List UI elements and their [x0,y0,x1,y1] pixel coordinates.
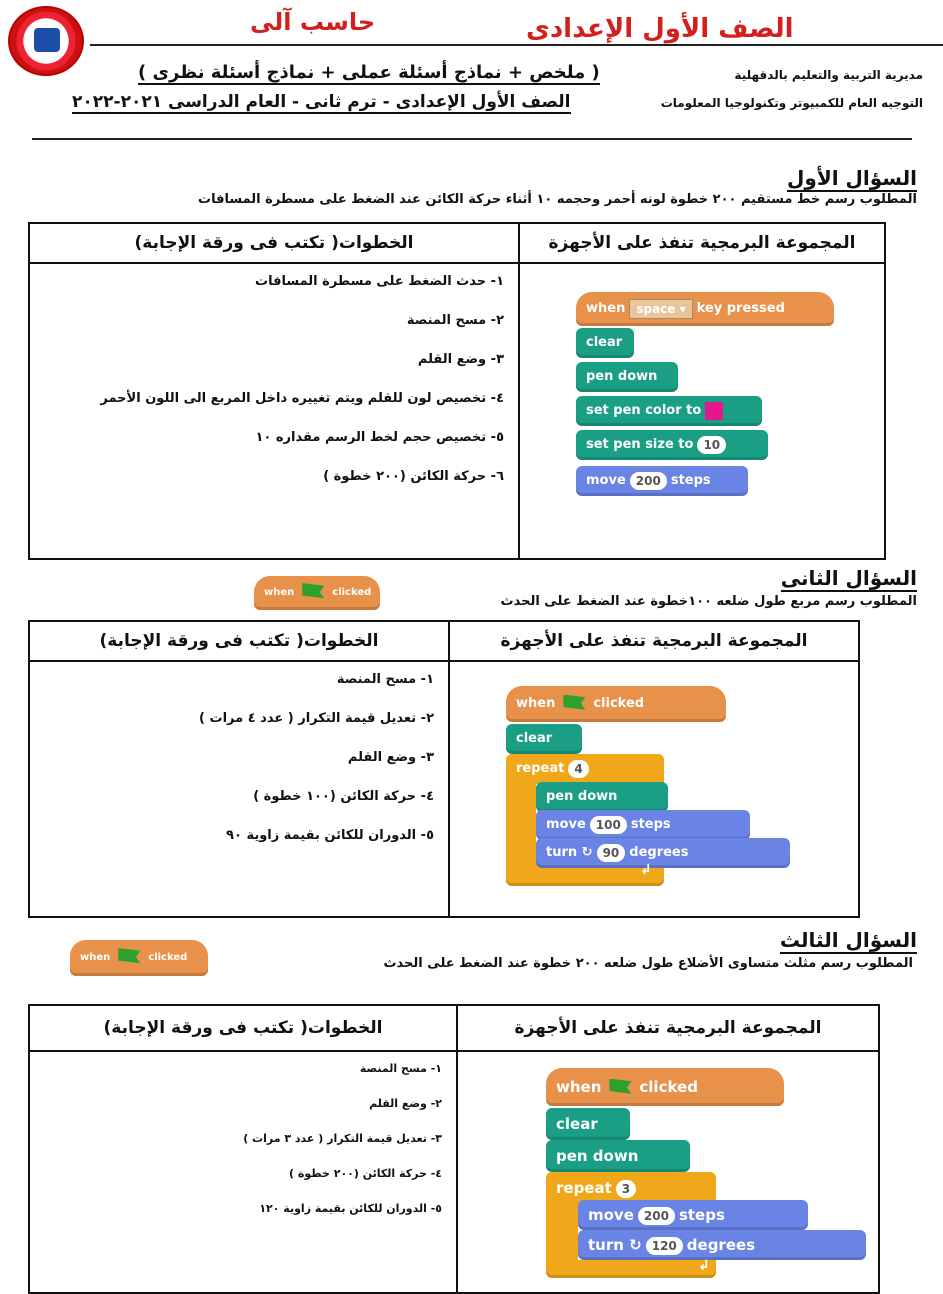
q1-move-label: move [586,473,626,488]
q1-set-pen-size-block [576,430,768,460]
q3-repeat-label: repeat [556,1179,612,1197]
q2-degrees-label: degrees [629,845,689,860]
green-flag-icon [609,1079,631,1097]
q1-set-size-label: set pen size to [586,437,694,452]
q1-step: ٥- تخصيص حجم لخط الرسم مقداره ١٠ [255,430,504,445]
q1-move-value: 200 [630,472,667,490]
doc-subtitle-2: الصف الأول الإعدادى - ترم ثانى - العام الدراسى ٢٠٢١-٢٠٢٢ [72,92,571,112]
q3-steps-header: الخطوات( تكتب فى ورقة الإجابة) [29,1005,457,1051]
q3-step: ٥- الدوران للكائن بقيمة زاوية ١٢٠ [259,1202,442,1215]
q3-move-label: move [588,1206,634,1224]
q2-step: ٤- حركة الكائن (١٠٠ خطوة ) [253,789,434,804]
q2-clear-block: clear [506,724,582,754]
q1-step: ٣- وضع القلم [417,352,504,367]
q3-when-flag-clicked-block [546,1068,784,1106]
q2-scripts-header: المجموعة البرمجية تنفذ على الأجهزة [449,621,859,661]
supervision-name: التوجيه العام للكمبيوتر وتكنولوجيا المعلومات [660,96,923,110]
q1-pen-down-block: pen down [576,362,678,392]
q1-color-swatch [705,402,723,420]
q2-move-block [536,810,750,840]
q1-scripts-header: المجموعة البرمجية تنفذ على الأجهزة [519,223,885,263]
q3-badge-when: when [80,952,111,963]
q1-prompt: المطلوب رسم خط مستقيم ٢٠٠ خطوة لونه أحمر وحجمه ١٠ أثناء حركة الكائن عند الضغط على مسطرة المسافات [198,192,917,207]
q2-table [28,620,860,918]
q3-step: ١- مسح المنصة [359,1062,442,1075]
q3-step: ٣- تعديل قيمة التكرار ( عدد ٣ مرات ) [243,1132,442,1145]
green-flag-icon [563,695,585,713]
grade-title: الصف الأول الإعدادى [526,14,794,44]
school-logo [8,6,84,76]
q3-step: ٢- وضع القلم [369,1097,442,1110]
q2-when-flag-clicked-block [506,686,726,722]
q2-when-label: when [516,696,556,711]
q1-set-color-label: set pen color to [586,403,702,418]
q3-move-value: 200 [638,1207,675,1225]
q1-when-key-pressed-block [576,292,834,326]
q3-move-block [578,1200,808,1230]
q3-clear-block: clear [546,1108,630,1140]
q2-repeat-value: 4 [568,760,588,778]
q2-steps-label: steps [630,817,671,832]
q1-step: ٦- حركة الكائن (٢٠٠ خطوة ) [323,469,504,484]
header-top-line [90,44,943,46]
q1-when-label: when [586,301,626,316]
header-divider [32,138,912,140]
q1-size-value: 10 [697,436,726,454]
q2-turn-block [536,838,790,868]
q2-step: ٢- تعديل قيمة التكرار ( عدد ٤ مرات ) [199,711,434,726]
q2-title: السؤال الثانى [780,566,917,590]
q2-repeat-block [506,754,664,784]
q3-turn-block [578,1230,866,1260]
q2-turn-label: turn ↻ [546,845,593,860]
q1-table [28,222,886,560]
q3-badge-clicked: clicked [148,952,188,963]
q3-repeat-value: 3 [616,1180,636,1198]
q3-steps-cell [29,1051,457,1293]
q3-steps-label: steps [678,1206,725,1224]
q2-clicked-label: clicked [593,696,645,711]
q2-move-value: 100 [590,816,627,834]
q2-step: ٣- وضع القلم [347,750,434,765]
q1-key-dropdown: space ▾ [629,299,692,319]
q1-steps-label: steps [670,473,711,488]
q1-clear-block: clear [576,328,634,358]
q3-when-label: when [556,1078,602,1096]
q3-pen-down-block: pen down [546,1140,690,1172]
q3-prompt: المطلوب رسم مثلث متساوى الأضلاع طول ضلعه ٢٠٠ خطوة عند الضغط على الحدث [383,956,913,971]
q3-scripts-header: المجموعة البرمجية تنفذ على الأجهزة [457,1005,879,1051]
q2-move-label: move [546,817,586,832]
q1-step: ٢- مسح المنصة [406,313,504,328]
q1-set-pen-color-block [576,396,762,426]
green-flag-icon [118,948,140,966]
q3-clicked-label: clicked [639,1078,698,1096]
q1-steps-cell [29,263,519,559]
q1-step: ٤- تخصيص لون للقلم ويتم تغييره داخل المربع الى اللون الأحمر [100,391,504,406]
q3-degrees-label: degrees [686,1236,756,1254]
q2-badge-clicked: clicked [332,587,372,598]
directorate-name: مديرية التربية والتعليم بالدقهلية [734,68,923,82]
doc-subtitle-1: ( ملخص + نماذج أسئلة عملى + نماذج أسئلة نظرى ) [138,62,600,83]
q2-prompt: المطلوب رسم مربع طول ضلعه ١٠٠خطوة عند الضغط على الحدث [500,594,917,609]
q1-steps-header: الخطوات( تكتب فى ورقة الإجابة) [29,223,519,263]
q3-turn-label: turn ↻ [588,1236,642,1254]
q3-title: السؤال الثالث [779,928,917,952]
q2-badge-when: when [264,587,295,598]
q2-steps-cell [29,661,449,917]
q2-repeat-label: repeat [516,761,565,776]
author-title: حاسب آلى [250,8,376,36]
q2-steps-header: الخطوات( تكتب فى ورقة الإجابة) [29,621,449,661]
q3-when-clicked-badge [70,940,208,976]
q2-step: ١- مسح المنصة [336,672,434,687]
q2-step: ٥- الدوران للكائن بقيمة زاوية ٩٠ [226,828,434,843]
q1-step: ١- حدث الضغط على مسطرة المسافات [255,274,504,289]
q2-pen-down-block: pen down [536,782,668,812]
q1-move-block [576,466,748,496]
q3-step: ٤- حركة الكائن (٢٠٠ خطوة ) [289,1167,442,1180]
loop-arrow-icon: ↲ [640,862,652,878]
q1-key-pressed-label: key pressed [696,301,785,316]
q2-turn-value: 90 [597,844,626,862]
q2-when-clicked-badge [254,576,380,610]
loop-arrow-icon: ↲ [698,1258,710,1274]
q1-title: السؤال الأول [787,166,917,190]
q3-turn-value: 120 [646,1237,683,1255]
green-flag-icon [302,583,324,601]
